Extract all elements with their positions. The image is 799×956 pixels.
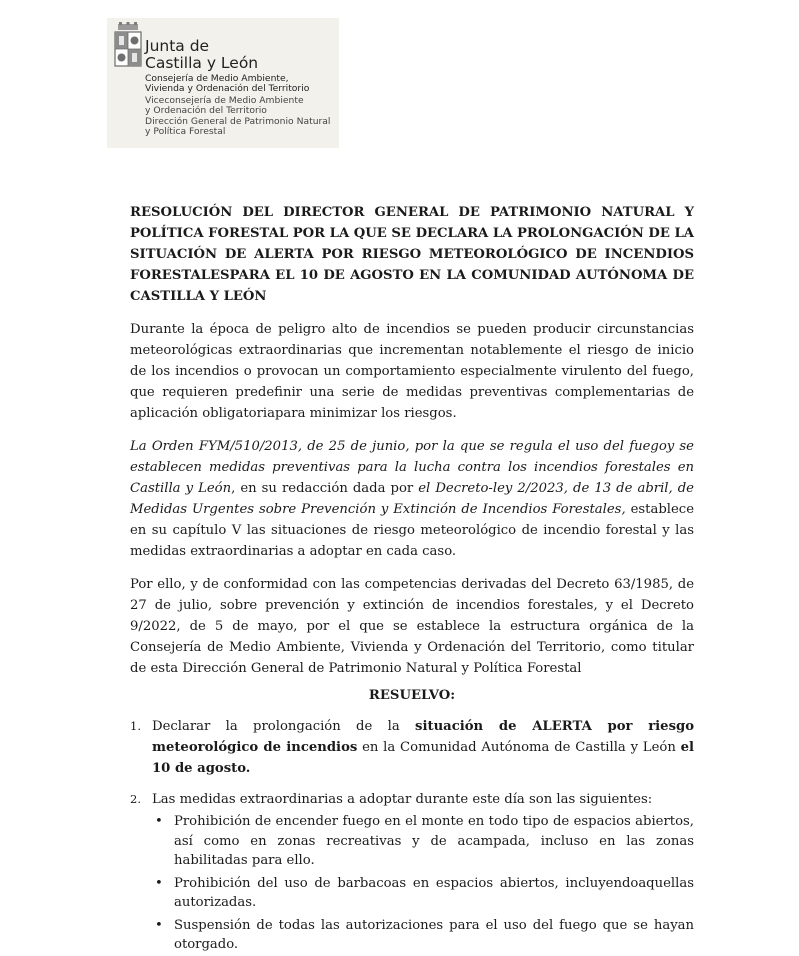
- dept-line: y Política Forestal: [145, 126, 226, 138]
- document-body: [130, 202, 694, 955]
- item-text: Declarar la prolongación de la: [152, 719, 416, 734]
- item-number: 2.: [130, 792, 141, 806]
- list-item-text: Prohibición del uso de barbacoas en espacios abiertos, incluyendoaquellas autorizadas.: [174, 875, 694, 910]
- department-names: [145, 74, 330, 137]
- resolution-item-1: [130, 716, 694, 779]
- coat-of-arms-icon: [111, 22, 145, 72]
- item-number: 1.: [130, 719, 141, 733]
- org-name: [145, 38, 258, 72]
- dept-line: y Ordenación del Territorio: [145, 105, 267, 117]
- list-item: [152, 812, 694, 871]
- item-text-bold: situación de ALERTA por riesgo meteorológico de incendios: [152, 719, 695, 755]
- item-text-bold: el 10 de agosto.: [152, 740, 695, 776]
- dept-line: Viceconsejería de Medio Ambiente: [145, 94, 304, 106]
- dept-line: Consejería de Medio Ambiente,: [145, 73, 289, 84]
- list-item: [152, 874, 694, 913]
- dept-line: Vivienda y Ordenación del Territorio: [145, 83, 310, 95]
- org-name-line2: Castilla y León: [145, 54, 259, 72]
- bullet-icon: •: [155, 875, 163, 891]
- paragraph-2-decree: el Decreto-ley 2/2023, de 13 de abril, de Medidas Urgentes sobre Prevención y Extinción de Incendios Forestales,: [130, 481, 694, 517]
- dept-line: Dirección General de Patrimonio Natural: [145, 115, 331, 127]
- bullet-icon: •: [155, 814, 163, 829]
- item-text: Las medidas extraordinarias a adoptar durante este día son las siguientes:: [152, 792, 653, 807]
- paragraph-3: Por ello, y de conformidad con las competencias derivadas del Decreto 63/1985, de 27 de julio, sobre prevención y extinción de incendios forestales, y el Decreto 9/2022, de 5 de mayo, por el que se establece la estructura orgánica de la Consejería de Medio Ambiente, Vivienda y Ordenación del Territorio, como titular de esta Dirección General de Patrimonio Natural y Política Forestal: [130, 577, 694, 676]
- resolution-item-2: [130, 789, 694, 955]
- list-item: [152, 916, 694, 955]
- paragraph-2-text: , en su redacción dada por: [231, 481, 419, 496]
- paragraph-1: Durante la época de peligro alto de incendios se pueden producir circunstancias meteorológicas extraordinarias que incrementan notablemente el riesgo de inicio de los incendios o provocan un comportamiento especialmente virulento del fuego, que requieren predefinir una serie de medidas preventivas complementarias de aplicación obligatoriapara minimizar los riesgos.: [130, 322, 694, 421]
- org-name-line1: Junta de: [145, 37, 210, 55]
- list-item-text: Prohibición de encender fuego en el monte en todo tipo de espacios abiertos, así como en zonas recreativas y de acampada, incluso en las zonas habilitadas para ello.: [174, 814, 694, 868]
- bullet-icon: •: [155, 917, 163, 933]
- item-text: en la Comunidad Autónoma de Castilla y León: [357, 740, 681, 755]
- measures-list: [152, 812, 694, 955]
- paragraph-2-citation: La Orden FYM/510/2013, de 25 de junio, por la que se regula el uso del fuegoy se establecen medidas preventivas para la lucha contra los incendios forestales en Castilla y León: [130, 439, 694, 496]
- document-title: RESOLUCIÓN DEL DIRECTOR GENERAL DE PATRIMONIO NATURAL Y POLÍTICA FORESTAL POR LA QUE SE DECLARA LA PROLONGACIÓN DE LA SITUACIÓN DE ALERTA POR RIESGO METEOROLÓGICO DE INCENDIOS FORESTALESPARA EL 10 DE AGOSTO EN LA COMUNIDAD AUTÓNOMA DE CASTILLA Y LEÓN: [130, 205, 694, 304]
- letterhead: [107, 18, 339, 148]
- paragraph-2-text: establece en su capítulo V las situaciones de riesgo meteorológico de incendio forestal y las medidas extraordinarias a adoptar en cada caso.: [130, 502, 694, 559]
- list-item-text: Suspensión de todas las autorizaciones para el uso del fuego que se hayan otorgado.: [174, 917, 694, 952]
- resuelvo-heading: RESUELVO:: [368, 688, 456, 703]
- paragraph-2: [130, 436, 694, 562]
- resolution-list: [130, 716, 694, 955]
